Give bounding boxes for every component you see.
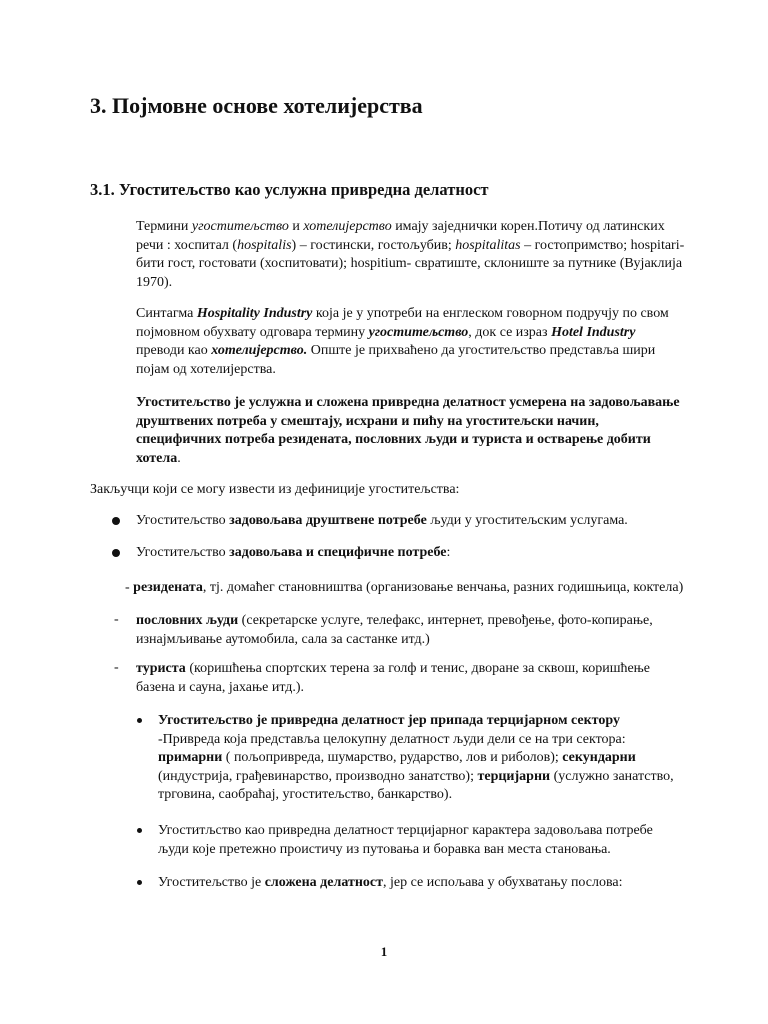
paragraph-definition — [136, 394, 681, 468]
text-line: трговина, саобраћај, угоститељство, банкарство). — [158, 787, 453, 802]
text-line: појмовном обухвату одговара термину угоститељство, док се израз Hotel Industry — [136, 324, 636, 340]
text-line: примарни ( пољопривреда, шумарство, рударство, лов и риболов); секундарни — [158, 750, 636, 765]
list-item: Угоститељство задовољава и специфичне потребе: — [136, 545, 451, 560]
text-line: друштвених потреба у смештају, исхрани и пићу на угоститељски начин, — [136, 413, 599, 429]
paragraph-terms — [136, 218, 685, 292]
page-title: 3. Појмовне основе хотелијерства — [90, 93, 423, 118]
list-item — [158, 712, 674, 805]
text-line: изнајмљивање аутомобила, сала за састанке итд.) — [136, 631, 430, 647]
text-line: (индустрија, грађевинарство, производно занатство); терцијарни (услужно занатство, — [158, 768, 674, 784]
dash-marker: - — [114, 612, 119, 627]
bullet-icon — [137, 828, 142, 833]
paragraph-syntagm — [136, 305, 681, 379]
text-line: људи које претежно проистичу из путовања и боравка ван места становања. — [158, 841, 611, 857]
list-item — [136, 612, 653, 649]
bullet-icon — [137, 718, 142, 723]
text-line: -Привреда која представља целокупну делатност људи дели се на три сектора: — [158, 731, 626, 747]
list-item: Угоститељство задовољава друштвене потребе људи у угоститељским услугама. — [136, 513, 628, 528]
text-line: Угоститељство је привредна делатност јер припада терцијарном сектору — [158, 713, 620, 728]
text-line: пословних људи (секретарске услуге, телефакс, интернет, превођење, фото-копирање, — [136, 613, 653, 628]
text-line: туриста (коришћења спортских терена за голф и тенис, дворане за сквош, коришћење — [136, 661, 651, 676]
list-item — [136, 660, 650, 697]
text-line: хотела. — [136, 450, 181, 466]
bullet-icon — [137, 880, 142, 885]
page-number: 1 — [380, 944, 388, 959]
conclusion-text: Закључци који се могу извести из дефиниције угоститељства: — [90, 482, 460, 497]
text-line: базена и сауна, јахање итд.). — [136, 679, 305, 695]
list-item: - резидената, тј. домаћег становништва (организовање венчања, разних годишњица, коктела) — [125, 580, 684, 595]
list-item: Угоститељство је сложена делатност, јер се испољава у обухватању послова: — [158, 875, 623, 890]
text-line: преводи као хотелијерство. Опште је прихваћено да угоститељство представља шири — [136, 343, 656, 358]
text-line: Термини угоститељство и хотелијерство имају заједнички корен.Потичу од латинских — [136, 219, 665, 234]
text-line: Синтагма Hospitality Industry која је у употреби на енглеском говорном подручју по свом — [136, 306, 669, 321]
text-line: Угоститљство као привредна делатност терцијарног карактера задовољава потребе — [158, 823, 653, 838]
text-line: 1970). — [136, 274, 173, 290]
text-line: појам од хотелијерства. — [136, 361, 276, 377]
dash-marker: - — [114, 660, 119, 675]
section-title: 3.1. Угоститељство као услужна привредна делатност — [90, 180, 489, 199]
bullet-icon — [112, 549, 120, 557]
bullet-icon — [112, 517, 120, 525]
list-item — [158, 822, 653, 859]
text-line: специфичних потреба резидената, пословних људи и туриста и остварење добити — [136, 432, 651, 447]
text-line: Угоститељство је услужна и сложена привредна делатност усмерена на задовољавање — [136, 395, 680, 410]
text-line: бити гост, гостовати (хоспитовати); hospitium- свратиште, склониште за путнике (Вујаклија — [136, 256, 683, 271]
text-line: речи : хоспитал (hospitalis) – гостински, гостољубив; hospitalitas – гостопримство; hospitari- — [136, 237, 685, 253]
